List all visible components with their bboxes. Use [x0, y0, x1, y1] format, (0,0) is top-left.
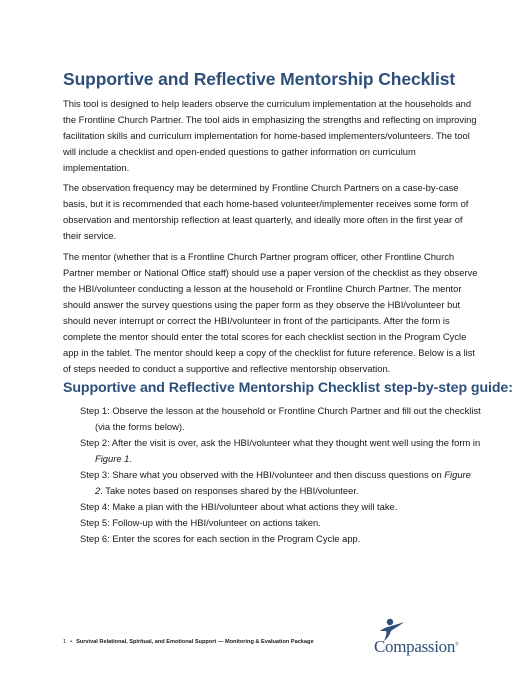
step-1-text: Step 1: Observe the lesson at the household or Frontline Church Partner and fill out the checklist: [80, 405, 481, 416]
step-1-text-cont: (via the forms below).: [95, 421, 185, 432]
page-footer: [63, 639, 314, 645]
compassion-logo: [372, 617, 472, 657]
figure-2-number: 2: [95, 485, 101, 496]
step-3-text: Step 3: Share what you observed with the HBI/volunteer and then discuss questions on: [80, 469, 445, 480]
step-6: Step 6: Enter the scores for each section in the Program Cycle app.: [80, 533, 361, 544]
step-3-text-end: . Take notes based on responses shared by the HBI/volunteer.: [100, 485, 359, 496]
step-2-text: Step 2: After the visit is over, ask the HBI/volunteer what they thought went well using the form in: [80, 437, 481, 448]
intro-paragraph-1: This tool is designed to help leaders observe the curriculum implementation at the households and the Frontline Church Partner. The tool aids in emphasizing the strengths and reflecting on improving facilitation skills and curriculum implementation for home-based implementers/volunteers. The tool will include a checklist and open-ended questions to gather information on curriculum implementation.: [63, 98, 477, 173]
logo-registered-mark: ®: [455, 642, 459, 648]
intro-paragraph-3: The mentor (whether that is a Frontline Church Partner program officer, other Frontline Church Partner member or National Office staff) should use a paper version of the checklist as they observe the HBI/volunteer conducting a lesson at the household or Frontline Church Partner. The mentor should answer the survey questions using the paper form as they observe the HBI/volunteer but should never interrupt or correct the HBI/volunteer in front of the participants. After the form is complete the mentor should enter the total scores for each checklist section in the Program Cycle app in the tablet. The mentor should keep a copy of the checklist for future reference. Below is a list of steps needed to conduct a supportive and reflective mentorship observation.: [63, 251, 478, 374]
step-3: [80, 467, 490, 499]
step-1: [80, 403, 490, 435]
step-2: [80, 435, 490, 467]
footer-text: Survival Relational, Spiritual, and Emotional Support — Monitoring & Evaluation Package: [76, 639, 314, 645]
intro-paragraph-2: The observation frequency may be determined by Frontline Church Partners on a case-by-case basis, but it is recommended that each home-based volunteer/implementer receives some form of observation and mentorship reflection at least quarterly, and ideally more often in the first year of their service.: [63, 182, 469, 241]
logo-wordmark: [374, 637, 459, 657]
step-4: Step 4: Make a plan with the HBI/volunteer about what actions they will take.: [80, 501, 398, 512]
step-3-text-cont: [80, 483, 490, 499]
guide-heading: Supportive and Reflective Mentorship Checklist step-by-step guide:: [63, 380, 513, 396]
logo-word: Compassion: [374, 637, 456, 656]
figure-2-ref: Figure: [444, 469, 471, 480]
figure-1-ref: Figure 1: [95, 453, 130, 464]
page-title: Supportive and Reflective Mentorship Checklist: [63, 69, 456, 89]
steps-list: [80, 403, 490, 547]
footer-bullet: •: [70, 639, 73, 645]
step-5: Step 5: Follow-up with the HBI/volunteer on actions taken.: [80, 517, 321, 528]
step-2-text-cont: [80, 451, 490, 467]
page-number: 1: [63, 639, 67, 645]
step-2-period: .: [129, 453, 133, 464]
